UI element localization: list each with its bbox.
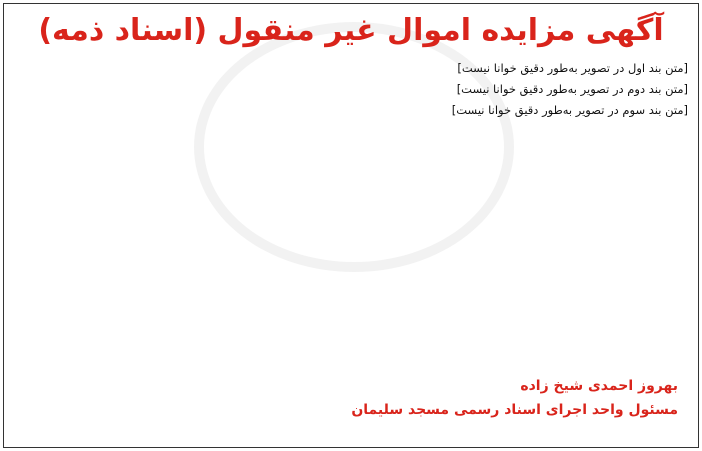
body-paragraph: [متن بند سوم در تصویر به‌طور دقیق خوانا نیست]	[451, 103, 688, 117]
signature-block	[351, 374, 678, 422]
body-paragraph: [متن بند اول در تصویر به‌طور دقیق خوانا نیست]	[457, 61, 688, 75]
signatory-position: مسئول واحد اجرای اسناد رسمی مسجد سلیمان	[351, 402, 678, 418]
signatory-name: بهروز احمدی شیخ زاده	[520, 378, 678, 394]
notice-title: آگهی مزایده اموال غیر منقول (اسناد ذمه)	[38, 13, 664, 48]
notice-body	[14, 60, 688, 340]
body-paragraph: [متن بند دوم در تصویر به‌طور دقیق خوانا نیست]	[456, 82, 688, 96]
notice-frame	[3, 3, 699, 448]
